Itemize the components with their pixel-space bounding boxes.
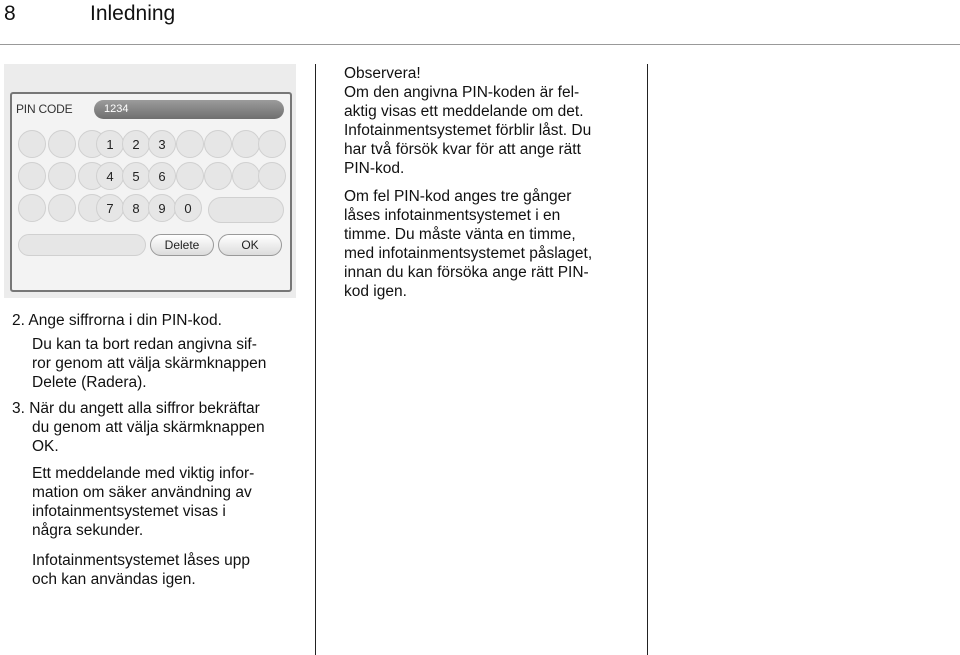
text-line: låses infotainmentsystemet i en bbox=[344, 207, 561, 224]
text-line: innan du kan försöka ange rätt PIN- bbox=[344, 264, 589, 281]
key-blank bbox=[48, 162, 76, 190]
text-line: kod igen. bbox=[344, 283, 407, 300]
chapter-title: Inledning bbox=[90, 2, 176, 25]
note-block bbox=[344, 64, 644, 178]
text-line: 3. När du angett alla siffror bekräftar bbox=[12, 400, 260, 417]
key-3: 3 bbox=[148, 130, 176, 158]
key-blank bbox=[232, 130, 260, 158]
key-blank bbox=[48, 130, 76, 158]
key-2: 2 bbox=[122, 130, 150, 158]
text-line: aktig visas ett meddelande om det. bbox=[344, 103, 584, 120]
step-3 bbox=[12, 399, 312, 456]
column-divider-left bbox=[315, 64, 316, 655]
header-rule bbox=[0, 44, 960, 45]
text-line: infotainmentsystemet visas i bbox=[32, 503, 226, 520]
page-number: 8 bbox=[4, 2, 16, 25]
pin-screen-image bbox=[4, 64, 296, 298]
column-divider-right bbox=[647, 64, 648, 655]
step-2-note bbox=[32, 335, 312, 392]
key-7: 7 bbox=[96, 194, 124, 222]
key-9: 9 bbox=[148, 194, 176, 222]
step-2: 2. Ange siffrorna i din PIN-kod. bbox=[12, 312, 222, 329]
key-8: 8 bbox=[122, 194, 150, 222]
unlocked-note bbox=[32, 551, 312, 589]
key-6: 6 bbox=[148, 162, 176, 190]
text-line: Om fel PIN-kod anges tre gånger bbox=[344, 188, 572, 205]
key-blank bbox=[18, 130, 46, 158]
pill-blank bbox=[18, 234, 146, 256]
text-line: med infotainmentsystemet påslaget, bbox=[344, 245, 593, 262]
pin-input-field: 1234 bbox=[94, 100, 284, 119]
text-line: Delete (Radera). bbox=[32, 374, 147, 391]
key-blank bbox=[258, 162, 286, 190]
text-line: Ett meddelande med viktig infor- bbox=[32, 465, 255, 482]
key-blank bbox=[176, 162, 204, 190]
key-wide-blank bbox=[208, 197, 284, 223]
ok-button: OK bbox=[218, 234, 282, 256]
key-blank bbox=[18, 194, 46, 222]
text-line: har två försök kvar för att ange rätt bbox=[344, 141, 581, 158]
text-line: Om den angivna PIN-koden är fel- bbox=[344, 84, 580, 101]
pin-code-label: PIN CODE bbox=[16, 102, 73, 116]
text-line: ror genom att välja skärmknappen bbox=[32, 355, 267, 372]
text-line: OK. bbox=[32, 438, 59, 455]
left-column-text bbox=[12, 311, 308, 330]
note-block-2 bbox=[344, 187, 644, 301]
key-4: 4 bbox=[96, 162, 124, 190]
key-blank bbox=[258, 130, 286, 158]
message-note bbox=[32, 464, 312, 540]
text-line: och kan användas igen. bbox=[32, 571, 196, 588]
key-blank bbox=[204, 130, 232, 158]
text-line: mation om säker användning av bbox=[32, 484, 252, 501]
text-line: du genom att välja skärmknappen bbox=[32, 419, 265, 436]
pin-dialog bbox=[10, 92, 292, 292]
key-blank bbox=[18, 162, 46, 190]
text-line: timme. Du måste vänta en timme, bbox=[344, 226, 576, 243]
key-blank bbox=[176, 130, 204, 158]
note-heading: Observera! bbox=[344, 65, 421, 82]
key-blank bbox=[204, 162, 232, 190]
key-5: 5 bbox=[122, 162, 150, 190]
text-line: några sekunder. bbox=[32, 522, 144, 539]
text-line: Du kan ta bort redan angivna sif- bbox=[32, 336, 257, 353]
key-1: 1 bbox=[96, 130, 124, 158]
key-blank bbox=[232, 162, 260, 190]
text-line: Infotainmentsystemet förblir låst. Du bbox=[344, 122, 592, 139]
key-0: 0 bbox=[174, 194, 202, 222]
text-line: PIN-kod. bbox=[344, 160, 405, 177]
text-line: Infotainmentsystemet låses upp bbox=[32, 552, 250, 569]
delete-button: Delete bbox=[150, 234, 214, 256]
key-blank bbox=[48, 194, 76, 222]
